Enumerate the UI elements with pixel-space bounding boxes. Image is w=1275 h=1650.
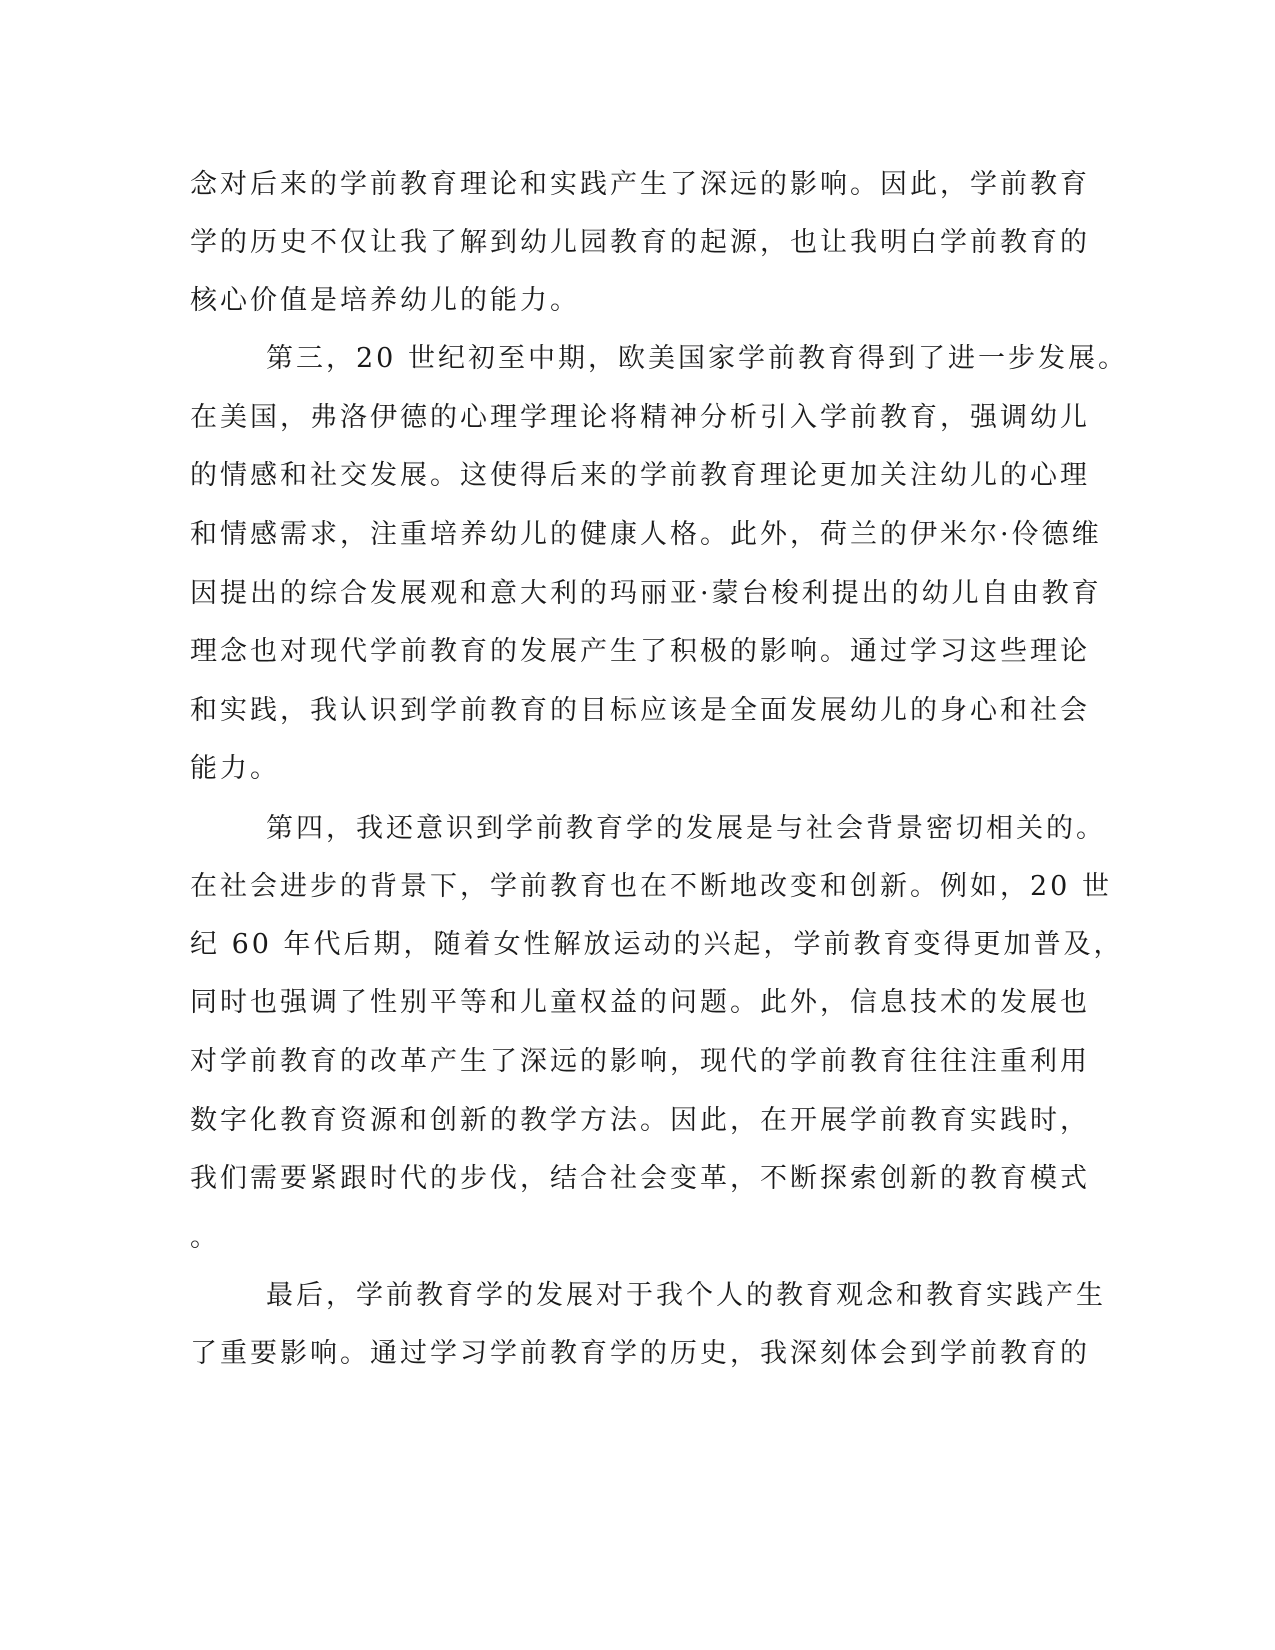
text-line: 在美国，弗洛伊德的心理学理论将精神分析引入学前教育，强调幼儿 <box>190 402 1090 433</box>
text-line: 核心价值是培养幼儿的能力。 <box>190 285 580 316</box>
text-line: 学的历史不仅让我了解到幼儿园教育的起源，也让我明白学前教育的 <box>190 227 1090 258</box>
text-line: 的情感和社交发展。这使得后来的学前教育理论更加关注幼儿的心理 <box>190 460 1090 491</box>
text-line: 数字化教育资源和创新的教学方法。因此，在开展学前教育实践时， <box>190 1105 1090 1136</box>
text-line: 纪 60 年代后期，随着女性解放运动的兴起，学前教育变得更加普及， <box>190 929 1124 960</box>
text-line: 念对后来的学前教育理论和实践产生了深远的影响。因此，学前教育 <box>190 169 1090 200</box>
text-line: 理念也对现代学前教育的发展产生了积极的影响。通过学习这些理论 <box>190 636 1090 667</box>
text-line: 因提出的综合发展观和意大利的玛丽亚·蒙台梭利提出的幼儿自由教育 <box>190 578 1102 609</box>
text-line: 我们需要紧跟时代的步伐，结合社会变革，不断探索创新的教育模式 <box>190 1163 1090 1194</box>
text-line: 对学前教育的改革产生了深远的影响，现代的学前教育往往注重利用 <box>190 1046 1090 1077</box>
paragraph-start-line: 最后，学前教育学的发展对于我个人的教育观念和教育实践产生 <box>266 1280 1106 1311</box>
text-line: 和实践，我认识到学前教育的目标应该是全面发展幼儿的身心和社会 <box>190 695 1090 726</box>
text-line: 了重要影响。通过学习学前教育学的历史，我深刻体会到学前教育的 <box>190 1338 1090 1369</box>
paragraph-start-line: 第三，20 世纪初至中期，欧美国家学前教育得到了进一步发展。 <box>266 343 1128 374</box>
text-line: 。 <box>190 1222 220 1253</box>
text-line: 能力。 <box>190 753 280 784</box>
paragraph-start-line: 第四，我还意识到学前教育学的发展是与社会背景密切相关的。 <box>266 813 1106 844</box>
text-line: 同时也强调了性别平等和儿童权益的问题。此外，信息技术的发展也 <box>190 987 1090 1018</box>
text-line: 和情感需求，注重培养幼儿的健康人格。此外，荷兰的伊米尔·伶德维 <box>190 519 1102 550</box>
text-line: 在社会进步的背景下，学前教育也在不断地改变和创新。例如，20 世 <box>190 871 1112 902</box>
